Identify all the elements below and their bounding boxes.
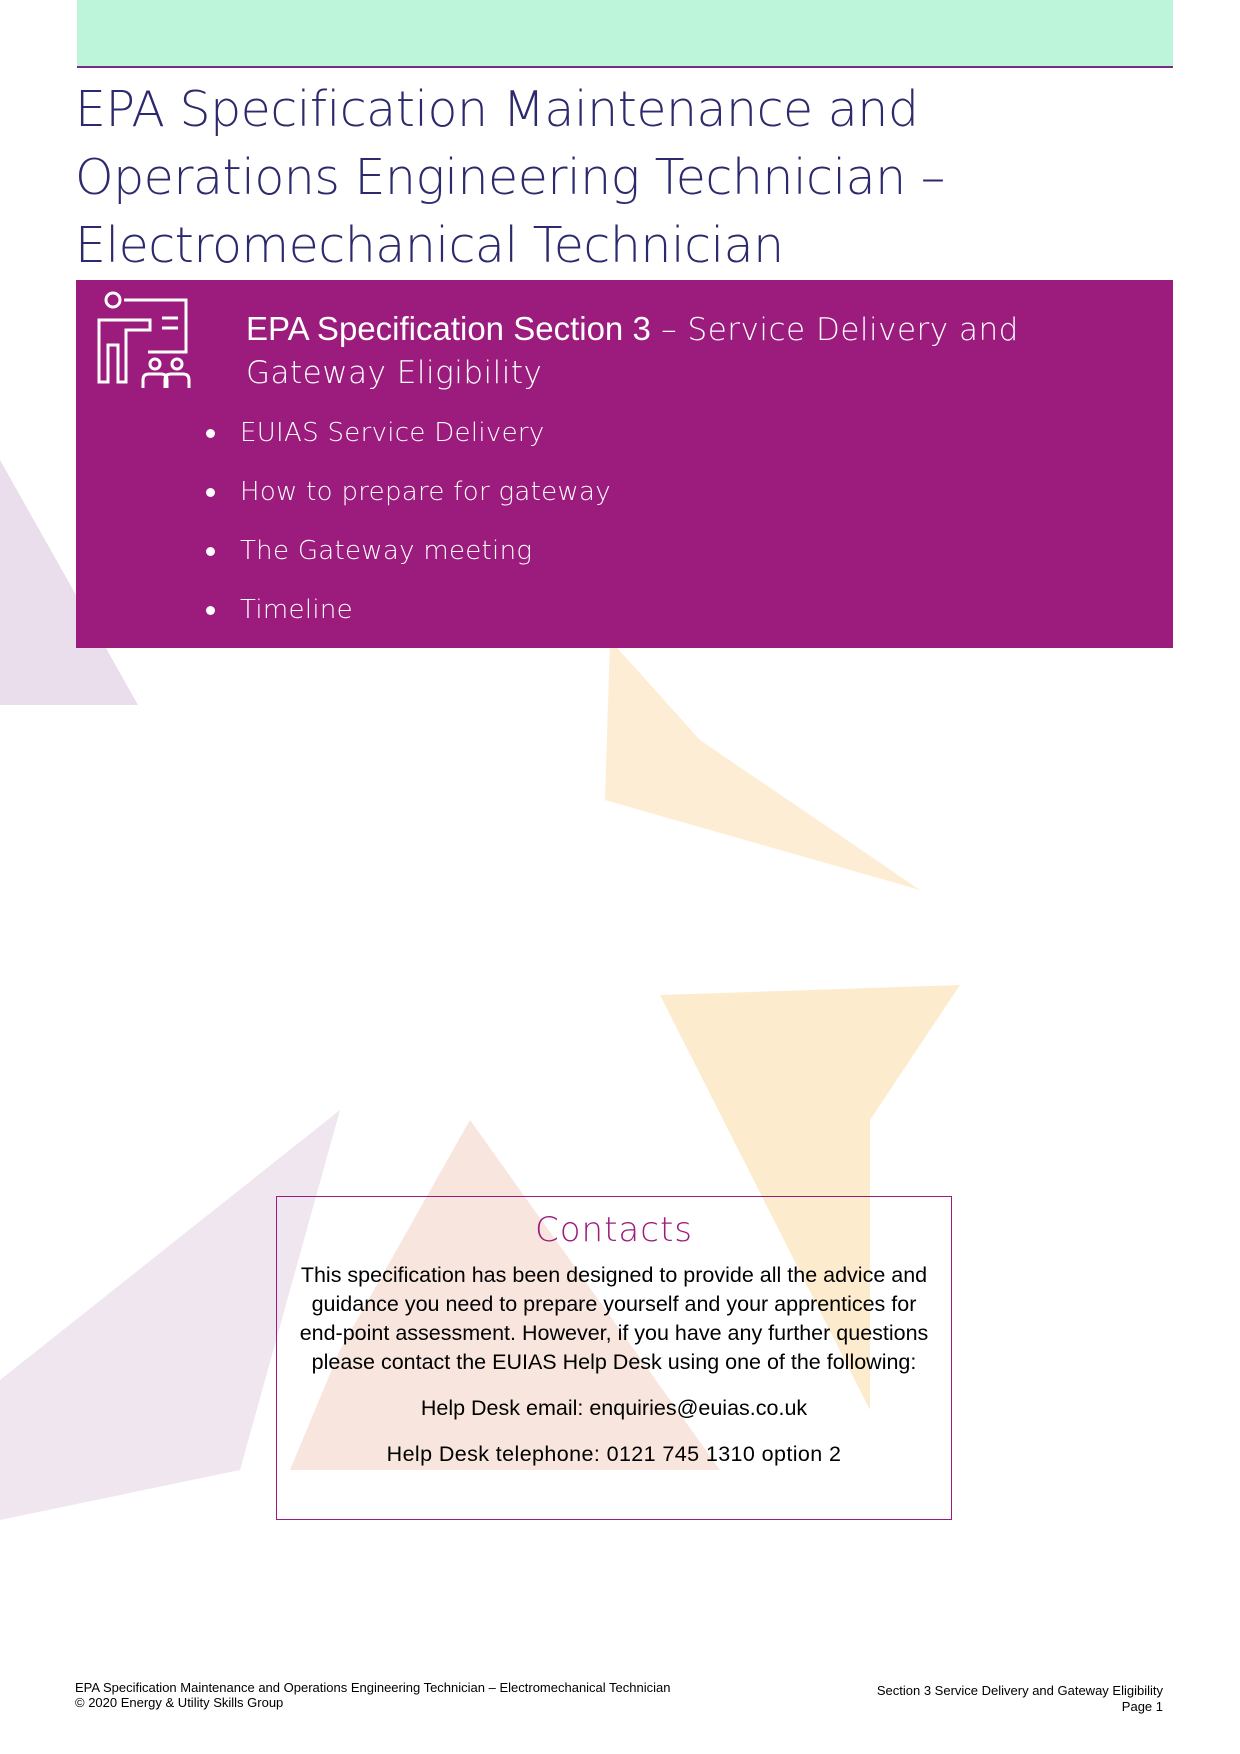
footer-page-number: Page 1 (1121, 1699, 1163, 1714)
bullet-icon (206, 606, 215, 615)
section-topic-list (204, 418, 611, 654)
list-item (204, 536, 611, 595)
topic-label: EUIAS Service Delivery (240, 418, 545, 448)
section-heading-main: EPA Specification Section 3 (246, 310, 651, 347)
peach-triangle-mid (605, 640, 920, 890)
list-item (204, 595, 611, 654)
section-summary-panel (76, 280, 1173, 648)
contacts-box (276, 1196, 952, 1520)
document-title: EPA Specification Maintenance and Operations Engineering Technician – Electromechanical Technician (75, 81, 945, 274)
top-accent-band (77, 0, 1173, 66)
list-item (204, 418, 611, 477)
bullet-icon (206, 488, 215, 497)
help-desk-telephone: Help Desk telephone: 0121 745 1310 option 2 (386, 1442, 842, 1466)
contacts-title: Contacts (535, 1210, 693, 1250)
help-desk-email: Help Desk email: enquiries@euias.co.uk (420, 1396, 808, 1420)
topic-label: How to prepare for gateway (240, 477, 611, 507)
topic-label: The Gateway meeting (240, 536, 533, 566)
teacher-presentation-icon (96, 290, 204, 390)
top-accent-rule (77, 66, 1173, 68)
topic-label: Timeline (240, 595, 353, 625)
section-heading-sub: – Service Delivery and Gateway Eligibility (246, 312, 1019, 391)
bullet-icon (206, 547, 215, 556)
footer-document-title: EPA Specification Maintenance and Operations Engineering Technician – Electromechanical Technician (75, 1680, 671, 1695)
footer-copyright: © 2020 Energy & Utility Skills Group (75, 1695, 284, 1710)
section-heading (246, 308, 1126, 394)
list-item (204, 477, 611, 536)
bullet-icon (206, 429, 215, 438)
footer-right (743, 1683, 1163, 1715)
footer-section-label: Section 3 Service Delivery and Gateway Eligibility (876, 1683, 1163, 1698)
contacts-body: This specification has been designed to provide all the advice and guidance you need to prepare yourself and your apprentices for end-point assessment. However, if you have any further questions please contact the EUIAS Help Desk using one of the following: (299, 1263, 929, 1374)
footer-left (75, 1680, 775, 1710)
